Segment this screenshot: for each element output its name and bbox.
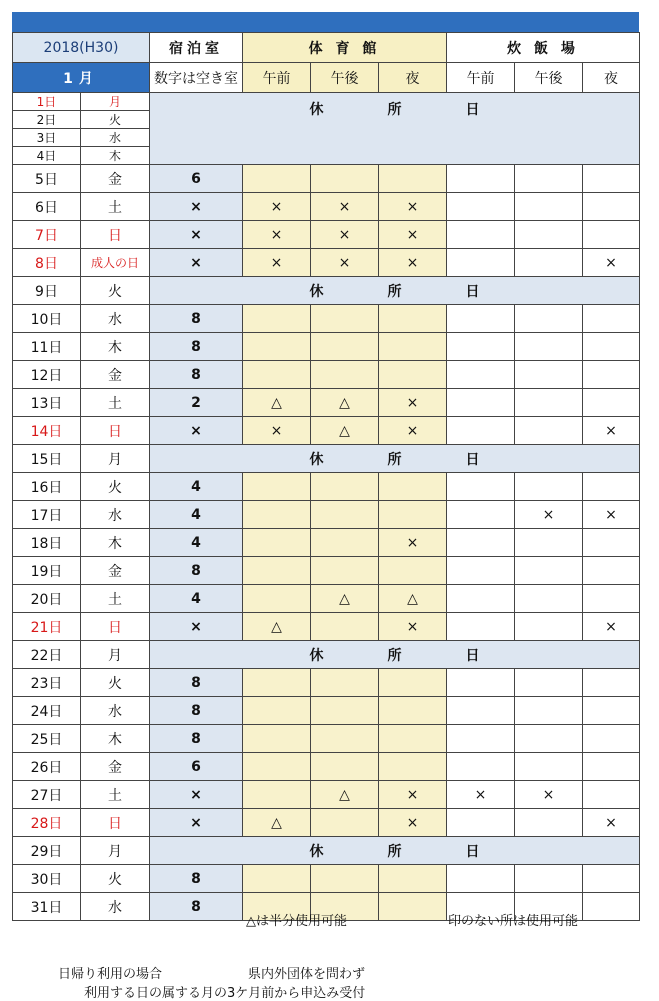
footer-line1b: 県内外団体を問わず (248, 967, 366, 982)
weekday: 水 (81, 501, 150, 529)
calendar-row (13, 193, 640, 221)
kitchen-night: × (583, 249, 640, 277)
legend-blank: 印のない所は使用可能 (448, 914, 579, 929)
legend-half: △は半分使用可能 (246, 914, 347, 929)
kitchen-afternoon (515, 165, 583, 193)
gym-morning (243, 333, 311, 361)
gym-afternoon: × (311, 249, 379, 277)
day-number: 14日 (13, 417, 81, 445)
gym-header: 体 育 館 (243, 33, 447, 63)
lodging-vacancy: × (150, 221, 243, 249)
calendar-row (13, 473, 640, 501)
gym-morning: △ (243, 809, 311, 837)
gym-night (379, 669, 447, 697)
gym-night (379, 305, 447, 333)
closed-day-cell (150, 641, 640, 669)
closed-label-char: 休 (309, 283, 324, 300)
gym-morning (243, 165, 311, 193)
kitchen-header: 炊 飯 場 (447, 33, 640, 63)
closed-label-char: 所 (387, 843, 402, 860)
weekday: 日 (81, 417, 150, 445)
weekday: 火 (81, 473, 150, 501)
lodging-vacancy: 6 (150, 165, 243, 193)
kitchen-morning (447, 417, 515, 445)
day-number: 9日 (13, 277, 81, 305)
lodging-vacancy: × (150, 781, 243, 809)
lodging-vacancy: 2 (150, 389, 243, 417)
lodging-vacancy: 8 (150, 865, 243, 893)
weekday: 火 (81, 111, 150, 129)
kitchen-night (583, 193, 640, 221)
kitchen-night (583, 865, 640, 893)
day-number: 13日 (13, 389, 81, 417)
day-number: 3日 (13, 129, 81, 147)
kitchen-morning (447, 809, 515, 837)
calendar-row (13, 753, 640, 781)
gym-morning: △ (243, 613, 311, 641)
footer-line1a: 日帰り利用の場合 (58, 967, 163, 982)
gym-night (379, 501, 447, 529)
closed-label-char: 日 (465, 647, 480, 664)
day-number: 31日 (13, 893, 81, 921)
gym-morning (243, 361, 311, 389)
gym-night: × (379, 389, 447, 417)
day-number: 21日 (13, 613, 81, 641)
weekday: 木 (81, 725, 150, 753)
gym-afternoon: △ (311, 389, 379, 417)
calendar-row (13, 277, 640, 305)
day-number: 30日 (13, 865, 81, 893)
day-number: 17日 (13, 501, 81, 529)
day-number: 1日 (13, 93, 81, 111)
weekday: 火 (81, 669, 150, 697)
kitchen-morning (447, 557, 515, 585)
kitchen-morning (447, 669, 515, 697)
lodging-vacancy: × (150, 417, 243, 445)
kitchen-afternoon (515, 249, 583, 277)
closed-label-char: 休 (309, 451, 324, 468)
calendar-row (13, 417, 640, 445)
kitchen-night (583, 305, 640, 333)
calendar-row (13, 585, 640, 613)
gym-afternoon (311, 865, 379, 893)
gym-afternoon (311, 501, 379, 529)
kitchen-afternoon (515, 529, 583, 557)
gym-afternoon (311, 753, 379, 781)
closed-label-char: 日 (465, 102, 480, 118)
gym-morning (243, 753, 311, 781)
kitchen-night (583, 361, 640, 389)
kitchen-morning (447, 585, 515, 613)
kitchen-afternoon (515, 753, 583, 781)
calendar-row (13, 613, 640, 641)
lodging-vacancy: 4 (150, 529, 243, 557)
month-label: 1月 (13, 63, 150, 93)
year-label: 2018(H30) (13, 33, 150, 63)
gym-morning (243, 585, 311, 613)
day-number: 2日 (13, 111, 81, 129)
gym-afternoon: × (311, 193, 379, 221)
lodging-vacancy: × (150, 249, 243, 277)
kitchen-morning (447, 193, 515, 221)
gym-night: × (379, 613, 447, 641)
kitchen-night (583, 333, 640, 361)
kitchen-morning (447, 221, 515, 249)
day-number: 25日 (13, 725, 81, 753)
kitchen-period-afternoon: 午後 (515, 63, 583, 93)
weekday: 月 (81, 93, 150, 111)
kitchen-afternoon (515, 417, 583, 445)
weekday: 水 (81, 305, 150, 333)
kitchen-afternoon (515, 473, 583, 501)
day-number: 23日 (13, 669, 81, 697)
closed-label-char: 休 (309, 647, 324, 664)
kitchen-afternoon (515, 333, 583, 361)
gym-night (379, 725, 447, 753)
kitchen-night: × (583, 417, 640, 445)
gym-period-night: 夜 (379, 63, 447, 93)
kitchen-afternoon (515, 585, 583, 613)
weekday: 日 (81, 221, 150, 249)
gym-afternoon (311, 165, 379, 193)
weekday: 土 (81, 781, 150, 809)
day-number: 29日 (13, 837, 81, 865)
kitchen-afternoon (515, 865, 583, 893)
day-number: 24日 (13, 697, 81, 725)
kitchen-night (583, 697, 640, 725)
weekday: 土 (81, 389, 150, 417)
lodging-vacancy: 4 (150, 473, 243, 501)
kitchen-morning (447, 473, 515, 501)
kitchen-night (583, 557, 640, 585)
day-number: 18日 (13, 529, 81, 557)
closed-label-char: 日 (465, 451, 480, 468)
lodging-vacancy: 8 (150, 697, 243, 725)
calendar-row (13, 529, 640, 557)
gym-night (379, 557, 447, 585)
calendar-row (13, 697, 640, 725)
footer-line2: 利用する日の属する月の3ケ月前から申込み受付 (84, 986, 366, 1001)
gym-night: × (379, 417, 447, 445)
gym-afternoon (311, 809, 379, 837)
kitchen-morning (447, 249, 515, 277)
calendar-row (13, 641, 640, 669)
kitchen-afternoon (515, 557, 583, 585)
gym-morning: × (243, 193, 311, 221)
kitchen-afternoon (515, 305, 583, 333)
gym-morning (243, 781, 311, 809)
kitchen-afternoon (515, 389, 583, 417)
gym-afternoon (311, 725, 379, 753)
kitchen-morning: × (447, 781, 515, 809)
kitchen-night (583, 529, 640, 557)
calendar-row (13, 249, 640, 277)
kitchen-morning (447, 361, 515, 389)
lodging-vacancy: 8 (150, 305, 243, 333)
kitchen-night (583, 781, 640, 809)
weekday: 火 (81, 277, 150, 305)
calendar-row (13, 305, 640, 333)
gym-afternoon (311, 529, 379, 557)
closed-label-char: 所 (387, 451, 402, 468)
kitchen-night (583, 585, 640, 613)
kitchen-morning (447, 165, 515, 193)
gym-night (379, 893, 447, 921)
lodging-vacancy: 8 (150, 725, 243, 753)
lodging-vacancy: × (150, 193, 243, 221)
day-number: 7日 (13, 221, 81, 249)
day-number: 12日 (13, 361, 81, 389)
weekday: 金 (81, 753, 150, 781)
kitchen-morning (447, 305, 515, 333)
gym-morning (243, 529, 311, 557)
closed-label-char: 休 (309, 843, 324, 860)
closed-day-cell (150, 837, 640, 865)
weekday: 日 (81, 809, 150, 837)
weekday: 土 (81, 585, 150, 613)
kitchen-night (583, 893, 640, 921)
calendar-row (13, 333, 640, 361)
day-number: 8日 (13, 249, 81, 277)
kitchen-morning (447, 697, 515, 725)
gym-night: × (379, 529, 447, 557)
day-number: 6日 (13, 193, 81, 221)
day-number: 26日 (13, 753, 81, 781)
lodging-vacancy: 8 (150, 669, 243, 697)
gym-night (379, 697, 447, 725)
kitchen-morning (447, 725, 515, 753)
weekday: 水 (81, 893, 150, 921)
gym-afternoon (311, 473, 379, 501)
gym-afternoon: △ (311, 585, 379, 613)
kitchen-afternoon (515, 221, 583, 249)
day-number: 22日 (13, 641, 81, 669)
day-number: 16日 (13, 473, 81, 501)
kitchen-afternoon: × (515, 781, 583, 809)
calendar-row (13, 221, 640, 249)
lodging-vacancy: 8 (150, 333, 243, 361)
gym-night: × (379, 781, 447, 809)
gym-afternoon: △ (311, 417, 379, 445)
kitchen-morning (447, 613, 515, 641)
kitchen-afternoon (515, 725, 583, 753)
kitchen-night (583, 725, 640, 753)
kitchen-night: × (583, 613, 640, 641)
availability-calendar (12, 32, 640, 921)
weekday: 金 (81, 165, 150, 193)
kitchen-night (583, 753, 640, 781)
gym-morning (243, 305, 311, 333)
weekday: 金 (81, 557, 150, 585)
gym-night (379, 165, 447, 193)
gym-afternoon: × (311, 221, 379, 249)
kitchen-night: × (583, 809, 640, 837)
weekday: 月 (81, 837, 150, 865)
gym-period-morning: 午前 (243, 63, 311, 93)
gym-night: × (379, 249, 447, 277)
calendar-row (13, 361, 640, 389)
gym-morning (243, 473, 311, 501)
weekday: 月 (81, 641, 150, 669)
day-number: 20日 (13, 585, 81, 613)
gym-morning: × (243, 417, 311, 445)
gym-night: × (379, 193, 447, 221)
gym-afternoon (311, 333, 379, 361)
gym-morning (243, 697, 311, 725)
day-number: 28日 (13, 809, 81, 837)
gym-night: × (379, 221, 447, 249)
lodging-vacancy: 8 (150, 361, 243, 389)
gym-afternoon (311, 557, 379, 585)
gym-morning (243, 669, 311, 697)
gym-morning (243, 557, 311, 585)
calendar-row (13, 445, 640, 473)
closed-day-cell (150, 277, 640, 305)
gym-afternoon (311, 613, 379, 641)
weekday: 木 (81, 529, 150, 557)
closed-label-char: 日 (465, 283, 480, 300)
lodging-vacancy: 8 (150, 893, 243, 921)
lodging-vacancy: 4 (150, 585, 243, 613)
kitchen-afternoon (515, 193, 583, 221)
kitchen-morning (447, 753, 515, 781)
gym-afternoon (311, 361, 379, 389)
lodging-vacancy: × (150, 613, 243, 641)
weekday: 火 (81, 865, 150, 893)
calendar-row (13, 389, 640, 417)
lodging-vacancy: × (150, 809, 243, 837)
closed-label-char: 所 (387, 647, 402, 664)
calendar-row (13, 501, 640, 529)
calendar-row (13, 165, 640, 193)
calendar-row (13, 809, 640, 837)
calendar-row (13, 669, 640, 697)
closed-label-char: 日 (465, 843, 480, 860)
gym-night (379, 753, 447, 781)
gym-night (379, 361, 447, 389)
kitchen-night (583, 221, 640, 249)
kitchen-night (583, 473, 640, 501)
top-accent-bar (12, 12, 639, 32)
day-number: 4日 (13, 147, 81, 165)
gym-afternoon (311, 305, 379, 333)
gym-afternoon (311, 669, 379, 697)
closed-day-cell (150, 445, 640, 473)
lodging-vacancy: 6 (150, 753, 243, 781)
closed-label-char: 休 (309, 102, 324, 118)
calendar-row (13, 725, 640, 753)
day-number: 27日 (13, 781, 81, 809)
kitchen-morning (447, 333, 515, 361)
weekday: 木 (81, 333, 150, 361)
gym-afternoon (311, 697, 379, 725)
kitchen-night: × (583, 501, 640, 529)
gym-morning (243, 501, 311, 529)
kitchen-afternoon (515, 361, 583, 389)
calendar-row (13, 93, 640, 111)
weekday: 日 (81, 613, 150, 641)
weekday: 土 (81, 193, 150, 221)
day-number: 10日 (13, 305, 81, 333)
day-number: 19日 (13, 557, 81, 585)
closed-label-char: 所 (387, 102, 402, 118)
kitchen-night (583, 669, 640, 697)
weekday: 月 (81, 445, 150, 473)
gym-morning: × (243, 221, 311, 249)
gym-night (379, 865, 447, 893)
gym-afternoon: △ (311, 781, 379, 809)
weekday: 木 (81, 147, 150, 165)
weekday: 金 (81, 361, 150, 389)
kitchen-morning (447, 389, 515, 417)
kitchen-morning (447, 865, 515, 893)
day-number: 15日 (13, 445, 81, 473)
kitchen-afternoon (515, 613, 583, 641)
closed-day-cell (150, 93, 640, 165)
calendar-row (13, 837, 640, 865)
gym-morning: × (243, 249, 311, 277)
weekday: 水 (81, 697, 150, 725)
kitchen-morning (447, 529, 515, 557)
kitchen-period-night: 夜 (583, 63, 640, 93)
day-number: 11日 (13, 333, 81, 361)
kitchen-period-morning: 午前 (447, 63, 515, 93)
closed-label-char: 所 (387, 283, 402, 300)
lodging-header: 宿泊室 (150, 33, 243, 63)
kitchen-night (583, 165, 640, 193)
kitchen-night (583, 389, 640, 417)
weekday: 成人の日 (81, 249, 150, 277)
lodging-vacancy: 8 (150, 557, 243, 585)
lodging-subheader: 数字は空き室 (150, 63, 243, 93)
gym-morning: △ (243, 389, 311, 417)
gym-morning (243, 725, 311, 753)
kitchen-afternoon (515, 669, 583, 697)
gym-night (379, 473, 447, 501)
gym-night: × (379, 809, 447, 837)
day-number: 5日 (13, 165, 81, 193)
kitchen-afternoon (515, 697, 583, 725)
gym-period-afternoon: 午後 (311, 63, 379, 93)
calendar-row (13, 781, 640, 809)
gym-night (379, 333, 447, 361)
kitchen-morning (447, 501, 515, 529)
kitchen-afternoon (515, 809, 583, 837)
gym-night: △ (379, 585, 447, 613)
calendar-row (13, 865, 640, 893)
weekday: 水 (81, 129, 150, 147)
calendar-row (13, 557, 640, 585)
lodging-vacancy: 4 (150, 501, 243, 529)
kitchen-afternoon: × (515, 501, 583, 529)
gym-morning (243, 865, 311, 893)
